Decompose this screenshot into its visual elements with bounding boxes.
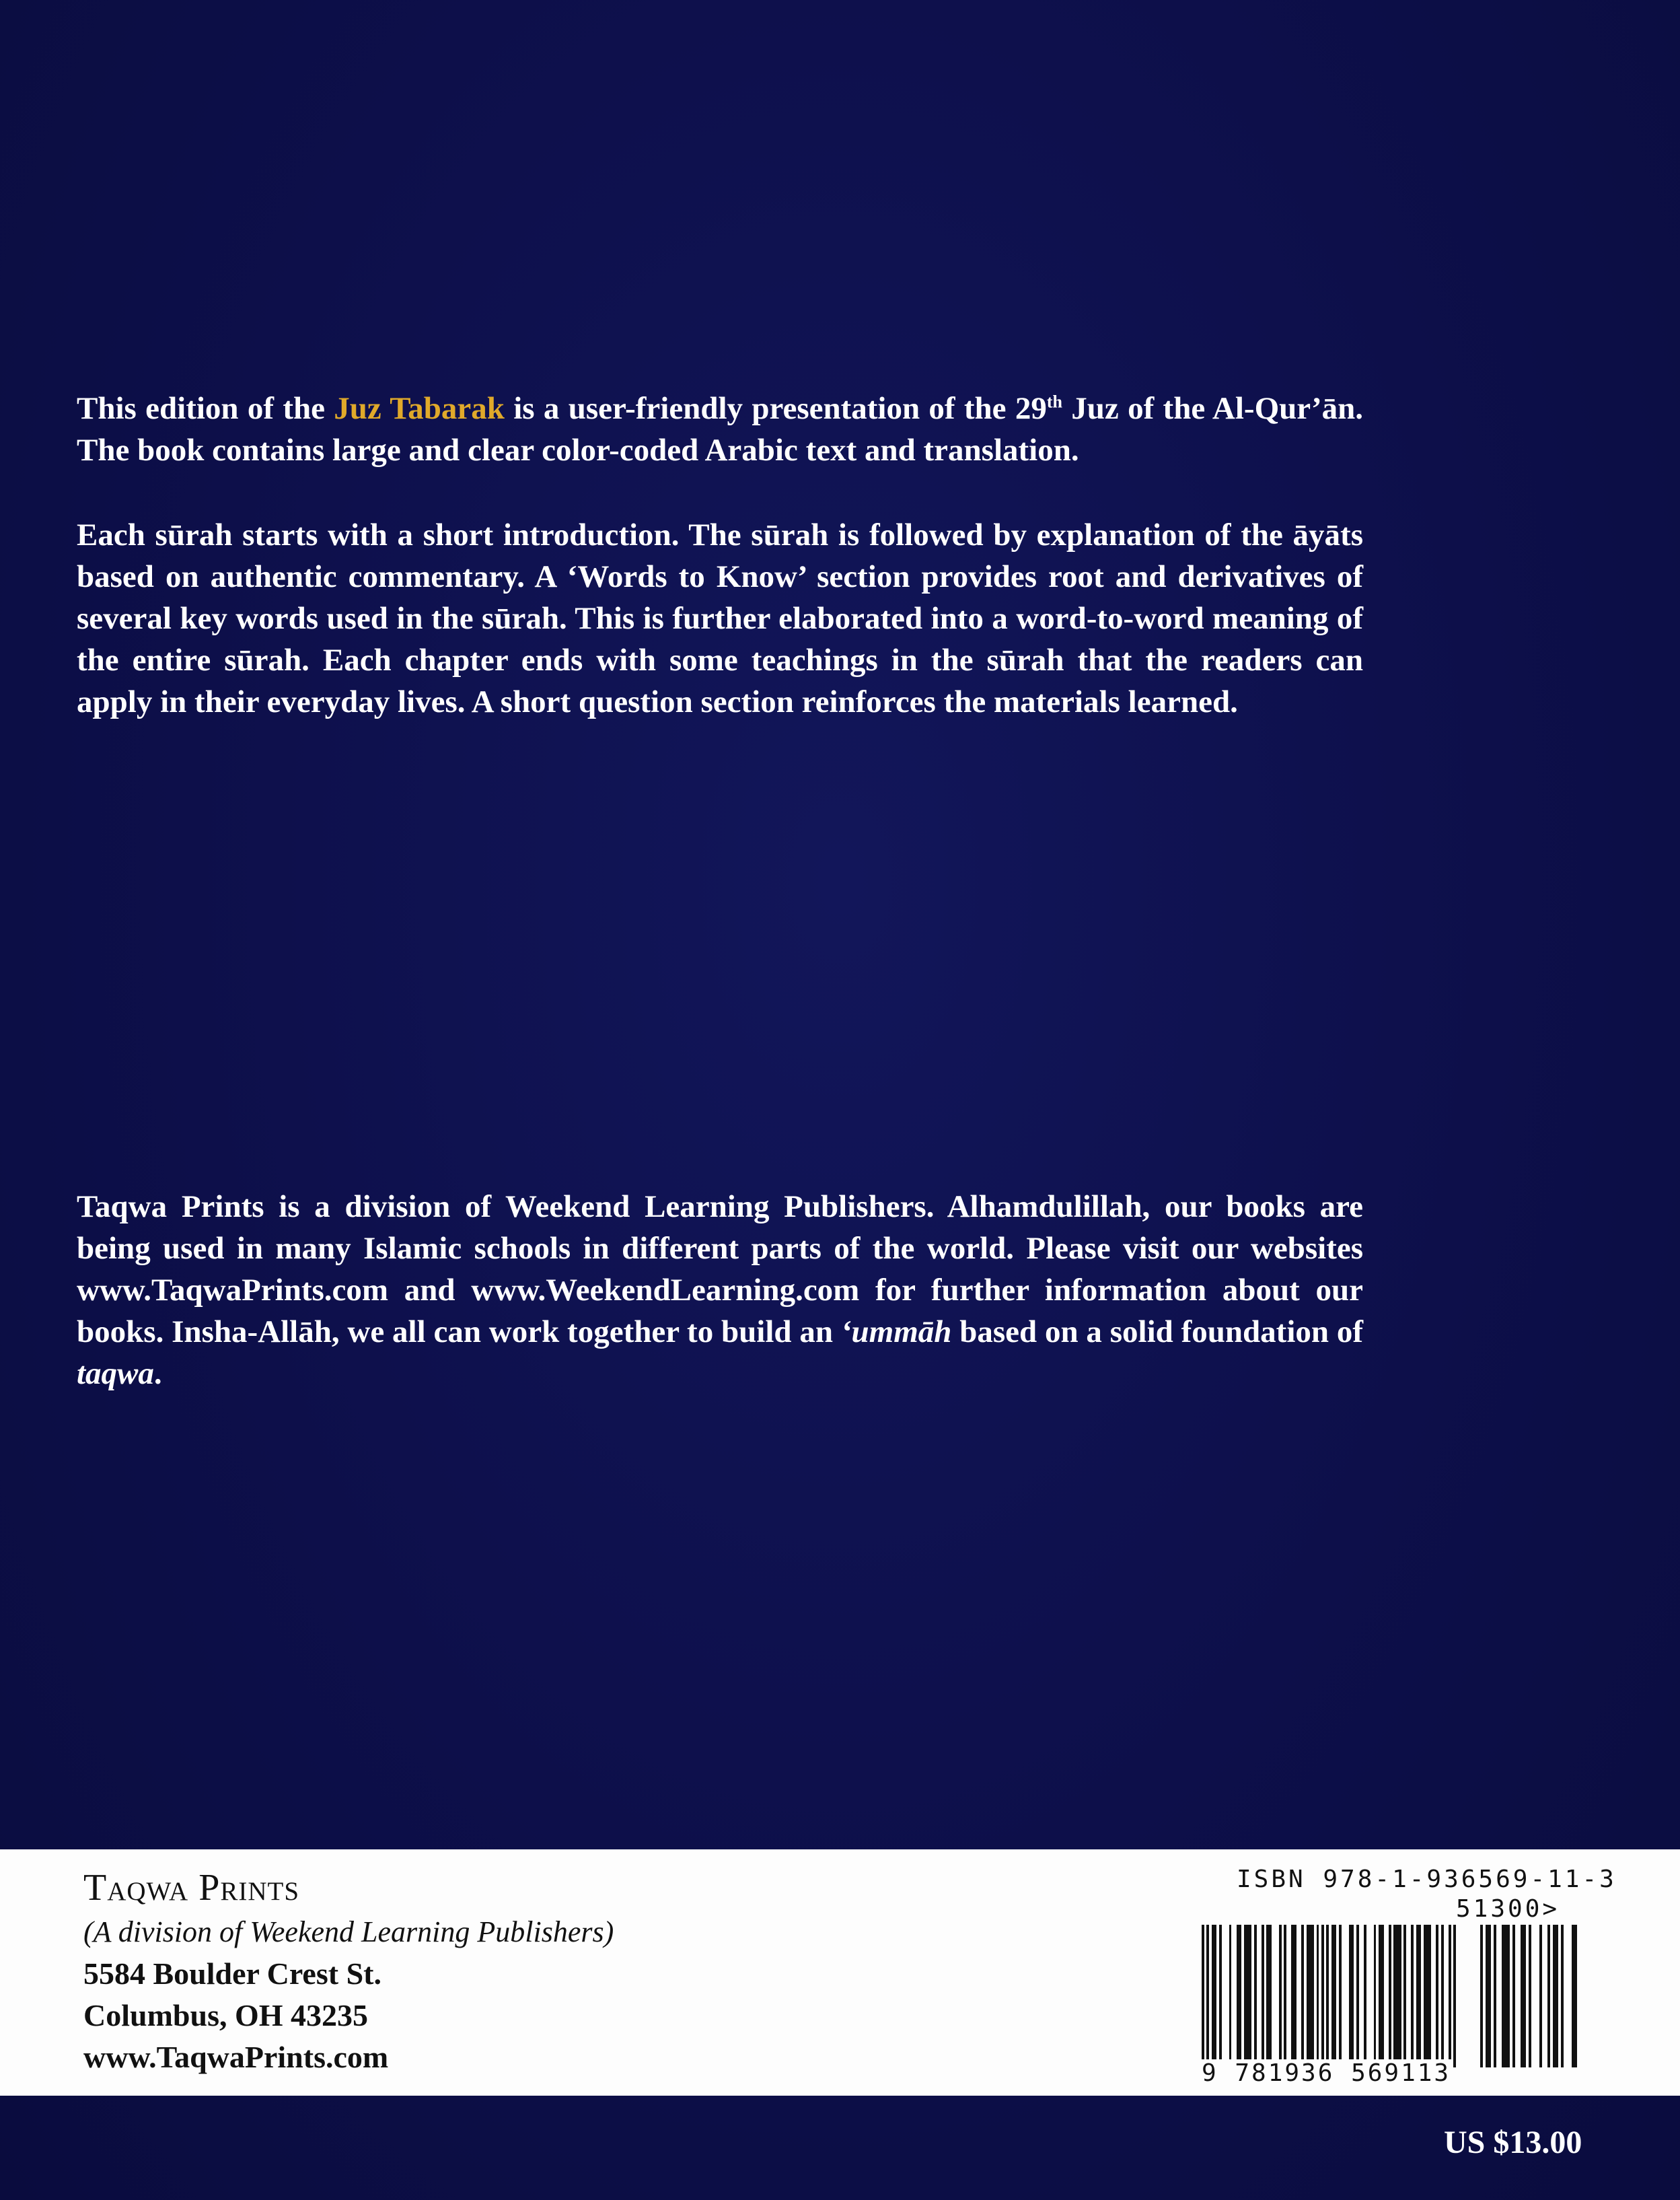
barcode-bar [1406,1925,1411,2067]
publisher-paragraph [77,1186,1363,1394]
publisher-info [83,1864,614,2078]
barcode-bar [1553,1925,1558,2067]
isbn-barcode [1202,1925,1459,2067]
barcode-bar [1486,1925,1491,2067]
publisher-address-line1: 5584 Boulder Crest St. [83,1956,381,1991]
barcode-bar [1531,1925,1539,2067]
barcode-bar [1359,1925,1364,2067]
publisher-text: . [153,1356,162,1391]
barcode-bar [1257,1925,1262,2067]
barcode-bar [1444,1925,1449,2067]
italic-word: ‘ummāh [840,1314,952,1349]
barcode-bar [1231,1925,1236,2067]
italic-word: taqwa [77,1356,154,1391]
barcode-bar [1393,1925,1401,2067]
barcode-bar [1542,1925,1547,2067]
price-barcode [1480,1925,1596,2067]
publisher-address-line2: Columbus, OH 43235 [83,1998,369,2032]
publisher-text: Taqwa Prints is a division of Weekend Learning Publishers. Alhamdulillah, our books are being used in many Islamic schools in different parts of the world. Please visit our websites www.TaqwaPrints.com and www.WeekendLearning.com for further information about our books. Insha-Allāh, we all can work together to build an [77,1189,1363,1349]
publisher-text: based on a solid foundation of [951,1314,1363,1349]
barcode-bar [1515,1925,1521,2067]
barcode-bar [1379,1925,1383,2067]
book-title-highlight: Juz Tabarak [334,391,505,426]
barcode-bar [1212,1925,1216,2067]
barcode-bar [1521,1925,1526,2067]
barcode-bar [1366,1925,1374,2067]
ordinal-superscript: th [1046,392,1062,412]
description-paragraph-1 [77,388,1363,471]
publisher-division: (A division of Weekend Learning Publishers) [83,1915,614,1948]
barcode-bar [1416,1925,1421,2067]
barcode-bar [1384,1925,1389,2067]
barcode-bar [1307,1925,1314,2067]
description-text: Juz of the Al-Qur’ān. The book contains large and clear color-coded Arabic text and translation. [77,391,1364,468]
barcode-bar [1222,1925,1229,2067]
description-text: Each sūrah starts with a short introduction. The sūrah is followed by explanation of the āyāts based on authentic commentary. A ‘Words to Know’ section provides root and derivatives of several key words used in the sūrah. This is further elaborated into a word-to-word meaning of the entire sūrah. Each chapter ends with some teachings in the sūrah that the readers can apply in their everyday lives. A short question section reinforces the materials learned. [77,518,1363,719]
barcode-bar [1572,1925,1577,2067]
barcode-bar [1342,1925,1349,2067]
barcode-bar [1296,1925,1301,2067]
barcode-bar [1244,1925,1251,2067]
barcode-bar [1286,1925,1291,2067]
isbn-label: ISBN 978-1-936569-11-3 [1237,1866,1617,1893]
barcode-bar [1291,1925,1296,2067]
barcode-bar [1349,1925,1354,2067]
barcode-bar [1424,1925,1431,2067]
retail-price: US $13.00 [1444,2125,1582,2160]
description-paragraph-2 [77,514,1363,723]
barcode-bar [1577,1925,1580,2067]
barcode-bar [1237,1925,1241,2067]
barcode-bar [1272,1925,1279,2067]
barcode-bar [1431,1925,1436,2067]
barcode-digits: 9 781936 569113 [1202,2059,1451,2087]
description-text: is a user-friendly presentation of the 29 [504,391,1047,426]
barcode-bar [1266,1925,1271,2067]
barcode-bar [1456,1925,1459,2067]
publisher-website[interactable]: www.TaqwaPrints.com [83,2040,389,2074]
price-code-label: 51300> [1456,1895,1560,1923]
description-text: This edition of the [77,391,334,426]
barcode-bar [1564,1925,1572,2067]
barcode-bar [1502,1925,1510,2067]
barcode-bar [1331,1925,1336,2067]
publisher-name: Taqwa Prints [83,1867,300,1909]
barcode-bar [1496,1925,1502,2067]
